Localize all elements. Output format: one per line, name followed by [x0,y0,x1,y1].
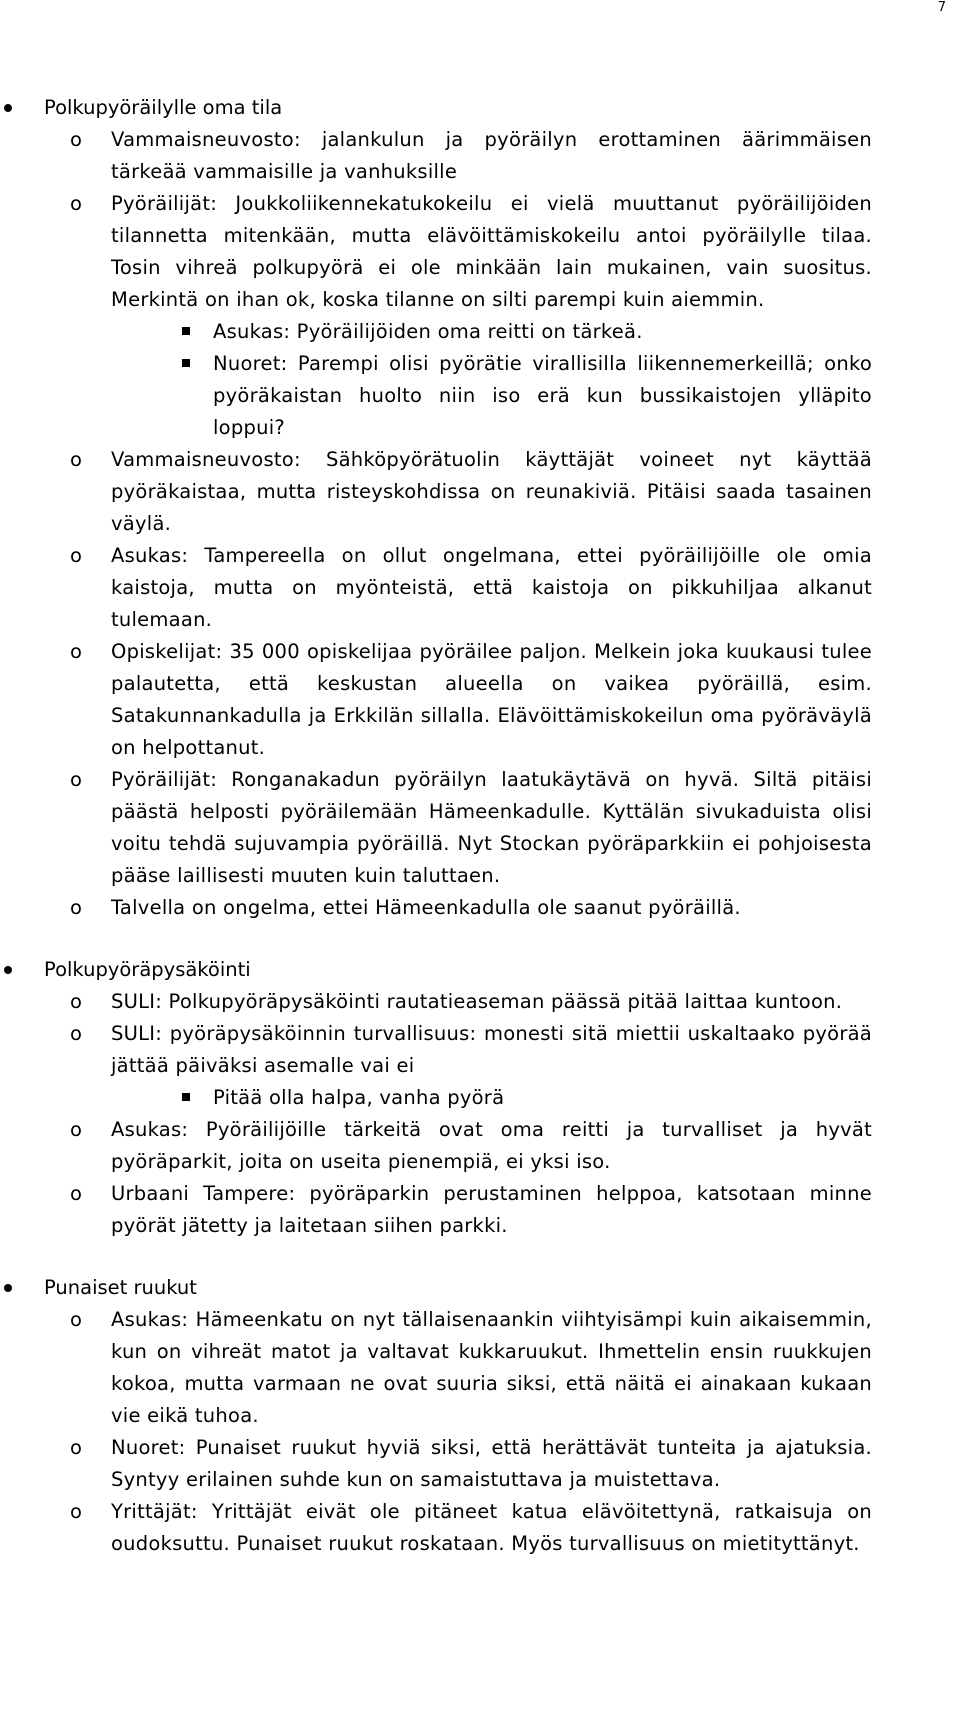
section-heading: Polkupyöräilylle oma tila [0,92,924,124]
list-item: o Vammaisneuvosto: jalankulun ja pyöräilyn erottaminen äärimmäisen tärkeää vammaisille ja vanhuksille [0,124,957,188]
circle-bullet-icon: o [70,192,83,215]
list-item: o Pyöräilijät: Joukkoliikennekatukokeilu ei vielä muuttanut pyöräilijöiden tilannetta mitenkään, mutta elävöittämiskokeilu antoi pyöräilylle tilaa. Tosin vihreä polkupyörä ei ole minkään lain mukainen, vain suositus. Merkintä on ihan ok, koska tilanne on silti parempi kuin aiemmin. [0,188,957,316]
square-bullet-icon [182,1093,190,1101]
circle-bullet-icon: o [70,768,83,791]
square-bullet-icon [182,359,190,367]
section-heading: Punaiset ruukut [0,1272,924,1304]
list-item: o Opiskelijat: 35 000 opiskelijaa pyöräilee paljon. Melkein joka kuukausi tulee palautetta, että keskustan alueella on vaikea pyöräillä, esim. Satakunnankadulla ja Erkkilän sillalla. Elävöittämiskokeilun oma pyöräväylä on helpottanut. [0,636,957,764]
list-item: o Asukas: Pyöräilijöille tärkeitä ovat oma reitti ja turvalliset ja hyvät pyöräparkit, joita on useita pienempiä, ei yksi iso. [0,1114,957,1178]
circle-bullet-icon: o [70,1022,83,1045]
circle-bullet-icon: o [70,1500,83,1523]
circle-bullet-icon: o [70,128,83,151]
circle-bullet-icon: o [70,896,83,919]
section-cycling-space [0,92,960,924]
section-heading: Polkupyöräpysäköinti [0,954,924,986]
sub-list-item: Nuoret: Parempi olisi pyörätie virallisilla liikennemerkeillä; onko pyöräkaistan huolto niin iso erä kun bussikaistojen ylläpito loppui? [0,348,957,444]
sub-list-item: Asukas: Pyöräilijöiden oma reitti on tärkeä. [0,316,957,348]
list-item: o SULI: Polkupyöräpysäköinti rautatieaseman päässä pitää laittaa kuntoon. [0,986,957,1018]
list-item: o Asukas: Hämeenkatu on nyt tällaisenaankin viihtyisämpi kuin aikaisemmin, kun on vihreät matot ja valtavat kukkaruukut. Ihmettelin ensin ruukkujen kokoa, mutta varmaan ne ovat suuria siksi, että näitä ei ainakaan kukaan vie eikä tuhoa. [0,1304,957,1432]
list-item: o Yrittäjät: Yrittäjät eivät ole pitäneet katua elävöitettynä, ratkaisuja on oudoksuttu. Punaiset ruukut roskataan. Myös turvallisuus on mietityttänyt. [0,1496,957,1560]
list-item: o Talvella on ongelma, ettei Hämeenkadulla ole saanut pyöräillä. [0,892,957,924]
circle-bullet-icon: o [70,640,83,663]
square-bullet-icon [182,327,190,335]
section-bicycle-parking [0,954,960,1242]
list-item: o SULI: pyöräpysäköinnin turvallisuus: monesti sitä miettii uskaltaako pyörää jättää päiväksi asemalle vai ei [0,1018,957,1082]
bullet-icon [4,104,12,112]
bullet-icon [4,966,12,974]
document-body [0,92,960,1590]
list-item: o Vammaisneuvosto: Sähköpyörätuolin käyttäjät voineet nyt käyttää pyöräkaistaa, mutta risteyskohdissa on reunakiviä. Pitäisi saada tasainen väylä. [0,444,957,540]
section-red-planters [0,1272,960,1560]
circle-bullet-icon: o [70,990,83,1013]
page-number: 7 [937,0,946,15]
sub-list-item: Pitää olla halpa, vanha pyörä [0,1082,957,1114]
circle-bullet-icon: o [70,1182,83,1205]
circle-bullet-icon: o [70,448,83,471]
circle-bullet-icon: o [70,1308,83,1331]
list-item: o Nuoret: Punaiset ruukut hyviä siksi, että herättävät tunteita ja ajatuksia. Syntyy erilainen suhde kun on samaistuttava ja muistettava. [0,1432,957,1496]
list-item: o Urbaani Tampere: pyöräparkin perustaminen helppoa, katsotaan minne pyörät jätetty ja laitetaan siihen parkki. [0,1178,957,1242]
circle-bullet-icon: o [70,1436,83,1459]
list-item: o Asukas: Tampereella on ollut ongelmana, ettei pyöräilijöille ole omia kaistoja, mutta on myönteistä, että kaistoja on pikkuhiljaa alkanut tulemaan. [0,540,957,636]
circle-bullet-icon: o [70,544,83,567]
bullet-icon [4,1284,12,1292]
circle-bullet-icon: o [70,1118,83,1141]
list-item: o Pyöräilijät: Ronganakadun pyöräilyn laatukäytävä on hyvä. Siltä pitäisi päästä helposti pyöräilemään Hämeenkadulle. Kyttälän sivukaduista olisi voitu tehdä sujuvampia pyöräillä. Nyt Stockan pyöräparkkiin ei pohjoisesta pääse laillisesti muuten kuin taluttaen. [0,764,957,892]
